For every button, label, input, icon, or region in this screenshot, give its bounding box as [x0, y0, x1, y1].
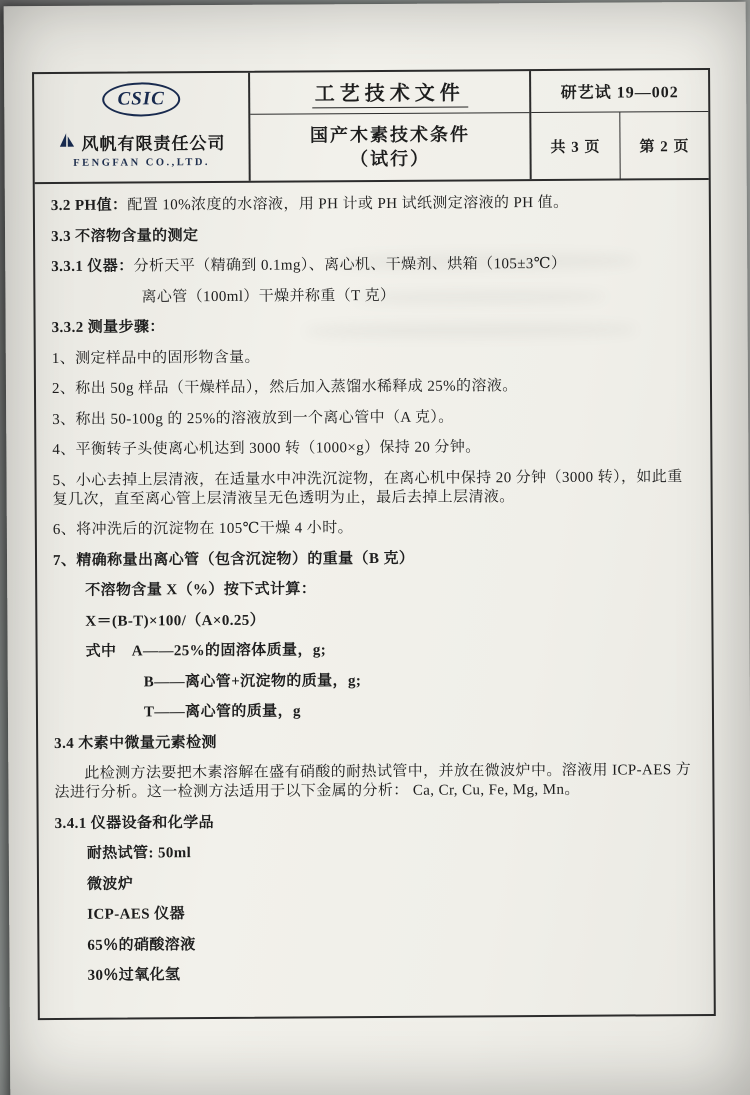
paragraph-label: 3.3.1 仪器：: [51, 258, 134, 275]
paragraph: [55, 811, 695, 834]
paragraph-text: 6、将冲洗后的沉淀物在 105℃干燥 4 小时。: [52, 520, 354, 538]
company-name-cn: 风帆有限责任公司: [81, 133, 226, 154]
paragraph-label: 30％过氧化氢: [87, 967, 181, 984]
paragraph: [51, 224, 691, 247]
paragraph-text: 3、称出 50-100g 的 25%的溶液放到一个离心管中（A 克）。: [52, 409, 454, 428]
paragraph-text: 配置 10%浓度的水溶液，用 PH 计或 PH 试纸测定溶液的 PH 值。: [127, 194, 569, 214]
paragraph: [52, 437, 692, 460]
company-name-en: FENGFAN CO.,LTD.: [73, 157, 211, 169]
paragraph: [52, 468, 692, 510]
paragraph-text: 分析天平（精确到 0.1mg）、离心机、干燥剂、烘箱（105±3℃）: [133, 255, 567, 275]
paragraph: [52, 376, 692, 399]
paragraph: [54, 761, 694, 803]
paragraph-label: 3.4 木素中微量元素检测: [54, 734, 217, 752]
paragraph-label: 7、精确称量出离心管（包含沉淀物）的重量（B 克）: [52, 550, 415, 569]
paragraph: [144, 700, 694, 722]
csic-logo-text: CSIC: [117, 88, 165, 110]
company-name-row: [57, 129, 225, 155]
paragraph-label: 3.3 不溶物含量的测定: [50, 227, 199, 245]
paragraph: [51, 193, 691, 216]
paragraph-label: T——离心管的质量，g: [143, 703, 301, 721]
paragraph-label: 耐热试管: 50ml: [86, 845, 192, 862]
paragraph-label: 65％的硝酸溶液: [87, 936, 196, 954]
paragraph-text: 离心管（100ml）干燥并称重（T 克）: [141, 287, 396, 305]
pages-total: 共 3 页: [531, 113, 620, 180]
doc-type: 工艺技术文件: [312, 76, 468, 108]
paragraph-label: 3.4.1 仪器设备和化学品: [54, 814, 215, 832]
paragraph-text: 5、小心去掉上层清液，在适量水中冲洗沉淀物，在离心机中保持 20 分钟（3000 转），如此重复几次，直至离心管上层清液呈无色透明为止，最后去掉上层清液。: [52, 468, 683, 508]
list-item: [87, 841, 695, 864]
doc-number: 研艺试 19—002: [531, 70, 708, 113]
formula: [85, 609, 693, 632]
paragraph-label: 3.3.2 测量步骤：: [51, 319, 165, 336]
paragraph: [52, 315, 692, 338]
paragraph-label: 3.2 PH值：: [50, 197, 128, 214]
paragraph-label: ICP-AES 仪器: [87, 906, 186, 923]
document-body: [35, 180, 714, 986]
paragraph-text: 4、平衡转子头使离心机达到 3000 转（1000×g）保持 20 分钟。: [52, 439, 481, 458]
paragraph-label: X＝(B-T)×100/（A×0.25）: [85, 612, 266, 630]
paragraph-text: 此检测方法要把木素溶解在盛有硝酸的耐热试管中，并放在微波炉中。溶液用 ICP-AES 方法进行分析。这一检测方法适用于以下金属的分析： Ca, Cr, Cu, Fe, Mg, Mn。: [54, 762, 692, 801]
paragraph-label: 微波炉: [86, 876, 134, 893]
paragraph-label: 式中 A——25%的固溶体质量，g;: [85, 642, 327, 660]
paragraph-text: 2、称出 50g 样品（干燥样品），然后加入蒸馏水稀释成 25%的溶液。: [51, 378, 518, 397]
document-frame: [32, 68, 716, 1020]
list-item: [87, 933, 695, 956]
list-item: [87, 902, 695, 925]
paper-sheet: [4, 2, 750, 1095]
logo-cell: [34, 73, 251, 182]
pages-row: [531, 112, 708, 179]
doc-type-row: [250, 71, 529, 115]
csic-oval-logo: [102, 82, 180, 116]
paragraph-label: 不溶物含量 X（%）按下式计算：: [85, 581, 317, 599]
doc-title-line1: 国产木素技术条件: [309, 124, 470, 146]
paragraph: [51, 254, 691, 277]
paragraph: [53, 517, 693, 540]
paragraph: [53, 548, 693, 571]
paragraph: [52, 407, 692, 430]
paragraph-text: 1、测定样品中的固形物含量。: [51, 349, 260, 367]
sail-logo-icon: [57, 130, 76, 154]
page-current: 第 2 页: [639, 138, 690, 155]
title-cell: [250, 71, 532, 181]
doc-title-line2: （试行）: [350, 148, 431, 170]
doc-title: [250, 113, 529, 181]
paragraph: [141, 285, 691, 307]
paragraph: [52, 346, 692, 369]
paragraph-label: B——离心管+沉淀物的质量，g;: [143, 672, 362, 690]
paragraph: [86, 639, 694, 662]
document-header: [34, 70, 709, 184]
list-item: [87, 872, 695, 895]
paragraph: [54, 731, 694, 754]
doc-number-cell: [531, 70, 709, 179]
paragraph: [85, 578, 693, 601]
paragraph: [144, 670, 694, 692]
list-item: [88, 963, 696, 986]
